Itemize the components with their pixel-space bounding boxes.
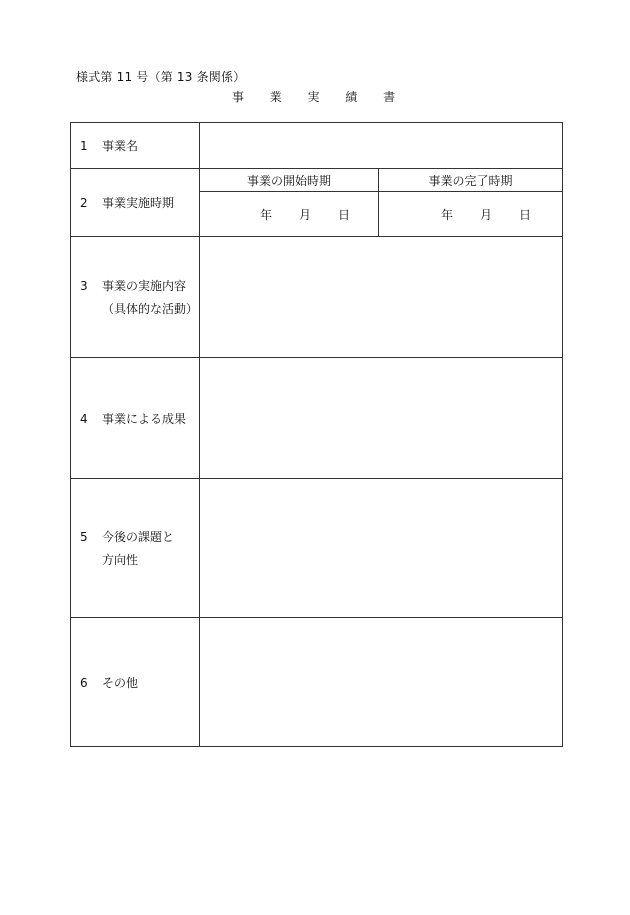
row-period-header — [71, 169, 563, 192]
row-label: 事業の実施内容 — [102, 279, 187, 293]
month-label: 月 — [480, 207, 493, 222]
other-field[interactable] — [200, 618, 563, 747]
year-label: 年 — [441, 207, 454, 222]
row-label: 事業による成果 — [102, 411, 187, 426]
row-label: その他 — [102, 675, 139, 690]
start-period-header: 事業の開始時期 — [200, 169, 379, 192]
month-label: 月 — [299, 207, 312, 222]
row-activity-content — [71, 237, 563, 358]
row-number: 6 — [80, 675, 88, 690]
form-number: 様式第 11 号（第 13 条関係） — [76, 70, 246, 84]
activity-content-field[interactable] — [200, 237, 563, 358]
row-label-line2: 方向性 — [102, 553, 139, 567]
year-label: 年 — [260, 207, 273, 222]
day-label: 日 — [519, 207, 532, 222]
row-other — [71, 618, 563, 747]
results-field[interactable] — [200, 358, 563, 479]
report-table — [70, 122, 563, 747]
document-title: 事 業 実 績 書 — [231, 90, 407, 104]
row-label-line2: （具体的な活動） — [102, 302, 199, 316]
end-date-field[interactable] — [379, 192, 563, 237]
start-date-field[interactable] — [200, 192, 379, 237]
row-number: 4 — [80, 411, 88, 426]
row-number: 2 — [80, 196, 88, 210]
row-number: 5 — [80, 530, 88, 544]
row-future-issues — [71, 479, 563, 618]
end-period-header: 事業の完了時期 — [379, 169, 563, 192]
label-results — [71, 358, 200, 479]
row-number: 1 — [80, 139, 88, 153]
row-label: 今後の課題と — [102, 530, 175, 544]
label-project-name — [71, 123, 200, 169]
label-period — [71, 169, 200, 237]
row-results — [71, 358, 563, 479]
label-other — [71, 618, 200, 747]
row-project-name — [71, 123, 563, 169]
project-name-field[interactable] — [200, 123, 563, 169]
day-label: 日 — [338, 207, 351, 222]
future-issues-field[interactable] — [200, 479, 563, 618]
label-activity-content — [71, 237, 200, 358]
row-label: 事業名 — [102, 139, 139, 153]
label-future-issues — [71, 479, 200, 618]
row-label: 事業実施時期 — [102, 196, 175, 210]
row-number: 3 — [80, 279, 88, 293]
